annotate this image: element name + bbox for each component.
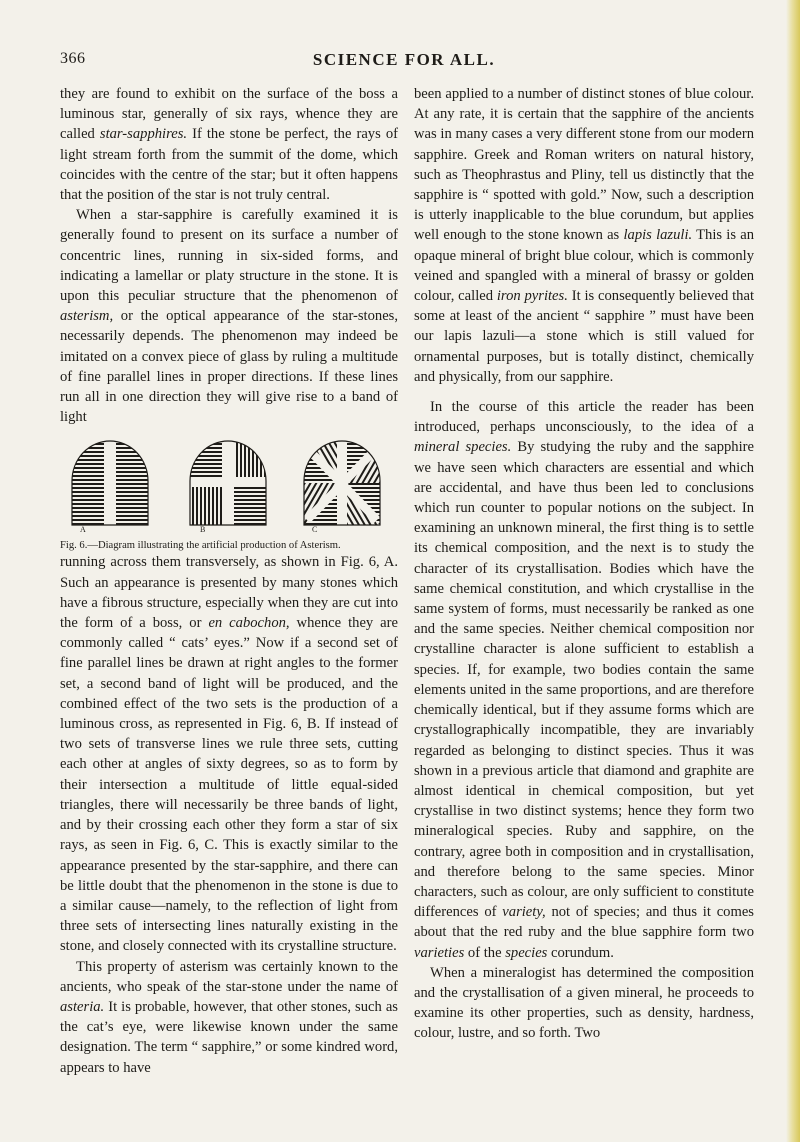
paragraph: been applied to a number of distinct stones of blue colour. At any rate, it is certain that the sapphire of the ancients was in many cases a very different stone from our modern sapphire. Greek and Roman writers on natural history, such as Theophrastus and Pliny, tell us distinctly that the sapphire is “ spotted with gold.” Now, such a description is utterly inapplicable to the blue corundum, but applies well enough to the stone known as lapis lazuli. This is an opaque mineral of bright blue colour, which is commonly veined and spangled with a mineral of brassy or golden colour, called iron pyrites. It is consequently believed that some at least of the ancient “ sapphire ” must have been our lapis lazuli—a stone which is still valued for ornamental purposes, but is totally distinct, chemically and physically, from our sapphire.: [414, 86, 755, 385]
paragraph: When a mineralogist has determined the composition and the crystallisation of a given mineral, he proceeds to examine its other properties, such as density, hardness, colour, lustre, and so forth. Two: [414, 964, 754, 1042]
figure-label-c: C: [312, 525, 318, 534]
figure-label-b: B: [200, 525, 206, 534]
page-edge: [786, 0, 800, 1142]
paragraph: This property of asterism was certainly known to the ancients, who speak of the star-stone under the name of asteria. It is probable, however, that other stones, such as the cat’s eye, were likewise known under the same designation. The term “ sapphire,” or some kindred word, appears to have: [60, 958, 398, 1076]
paragraph: When a star-sapphire is carefully examined it is generally found to present on its surface a number of concentric lines, running in six-sided forms, and indicating a lamellar or platy structure in the stone. It is upon this peculiar structure that the phenomenon of asterism, or the optical appearance of the star-stones, necessarily depends. The phenomenon may indeed be imitated on a convex piece of glass by ruling a multitude of fine parallel lines in proper directions. If these lines run all in one direction they will give rise to a band of light: [60, 207, 398, 426]
asterism-figure: [60, 435, 398, 533]
right-column: [414, 84, 754, 1044]
figure-label-a: A: [80, 525, 86, 534]
page-number: 366: [60, 50, 86, 67]
running-title: SCIENCE FOR ALL.: [312, 50, 496, 69]
asterism-diagram: [60, 435, 398, 533]
page-header: [60, 50, 748, 74]
figure-caption: Fig. 6.—Diagram illustrating the artificial production of Asterism.: [60, 540, 341, 552]
paragraph: they are found to exhibit on the surface of the boss a luminous star, generally of six rays, whence they are called star-sapphires. If the stone be perfect, the rays of light stream forth from the summit of the dome, which coincides with the centre of the star; but it often happens that the position of the star is not truly central.: [60, 86, 398, 204]
left-column: [60, 84, 398, 1078]
paragraph: In the course of this article the reader has been introduced, perhaps unconsciously, to the idea of a mineral species. By studying the ruby and the sapphire we have seen which characters are essential and which are accidental, and have thus been led to conclusions which run counter to popular notions on the subject. In examining an unknown mineral, the first thing is to settle its chemical composition, and the next is to study the character of its crystallisation. Bodies which have the same chemical constitution, and which crystallise in the same system of forms, must necessarily be ranked as one and the same species. Neither chemical composition nor crystalline character is alone sufficient to establish a species. If, for example, two bodies contain the same elements united in the same proportions, and are therefore chemically identical, but if they assume forms which are crystallographically incompatible, they are invariably regarded as belonging to distinct species. Thus it was shown in a previous article that diamond and graphite are almost identical in chemical composition, but yet crystallise in two distinct systems; hence they form two mineralogical species. Ruby and sapphire, on the contrary, agree both in composition and in crystallisation, and therefore belong to the same species. Minor characters, such as colour, are only sufficient to constitute differences of variety, not of species; and thus it comes about that the red ruby and the blue sapphire form two varieties of the species corundum.: [414, 399, 754, 961]
paragraph: running across them transversely, as shown in Fig. 6, A. Such an appearance is presented by many stones which have a fibrous structure, especially when they are cut into the form of a boss, or en cabochon, whence they are commonly called “ cats’ eyes.” Now if a second set of fine parallel lines be drawn at right angles to the former set, a second band of light will be produced, and the combined effect of the two sets is the production of a luminous cross, as represented in Fig. 6, B. If instead of two sets of transverse lines we rule three sets, cutting each other at angles of sixty degrees, so as to form by their intersection a multitude of little equal-sided triangles, there will necessarily be three bands of light, and by their crossing each other they form a star of six rays, as seen in Fig. 6, C. This is exactly similar to the appearance presented by the star-sapphire, and there can be little doubt that the phenomenon in the stone is due to a similar cause—namely, to the reflection of light from three sets of intersecting lines naturally existing in the stone, and closely connected with its crystalline structure.: [60, 554, 398, 955]
